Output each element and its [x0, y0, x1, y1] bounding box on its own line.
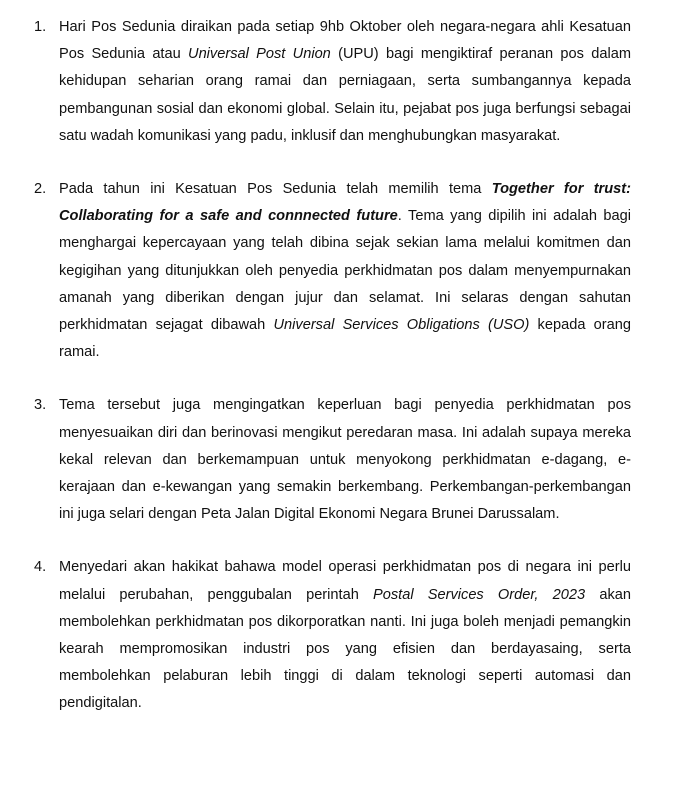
text-segment: akan membolehkan perkhidmatan pos dikorporatkan nanti. Ini juga boleh menjadi pemangkin kearah mempromosikan industri pos yang efisien dan berdayasaing, serta membolehkan pelaburan lebih tinggi di dalam teknologi seperti automasi dan pendigitalan. [59, 586, 631, 712]
list-number: 2. [34, 181, 47, 198]
list-number: 3. [34, 397, 47, 414]
italic-term: Postal Services Order, 2023 [373, 586, 586, 603]
text-segment: Pada tahun ini Kesatuan Pos Sedunia telah memilih tema [59, 181, 492, 198]
list-number: 1. [34, 19, 47, 35]
text-segment: (UPU) bagi mengiktiraf peranan pos dalam kehidupan seharian orang ramai dan perniagaan, serta sumbangannya kepada pembangunan sosial dan ekonomi global. Selain itu, pejabat pos juga berfungsi sebagai satu wadah komunikasi yang padu, inklusif dan menghubungkan masyarakat. [59, 46, 631, 144]
text-segment: Tema tersebut juga mengingatkan keperluan bagi penyedia perkhidmatan pos menyesuaikan diri dan berinovasi mengikut peredaran masa. Ini adalah supaya mereka kekal relevan dan berkemampuan untuk menyokong perkhidmatan e-dagang, e-kerajaan dan e-kewangan yang semakin berkembang. Perkembangan-perkembangan ini juga selari dengan Peta Jalan Digital Ekonomi Negara Brunei Darussalam. [59, 397, 631, 523]
paragraph-text [59, 176, 631, 366]
italic-term: Universal Services Obligations (USO) [273, 317, 530, 334]
list-item-2 [34, 176, 631, 366]
italic-term: Universal Post Union [188, 46, 331, 63]
paragraph-text [59, 14, 631, 150]
text-segment: kepada orang ramai. [59, 317, 631, 361]
paragraph-text [59, 392, 631, 528]
text-segment: . Tema yang dipilih ini adalah bagi menghargai kepercayaan yang telah dibina sejak sekian lama melalui komitmen dan kegigihan yang ditunjukkan oleh penyedia perkhidmatan pos dalam menyempurnakan amanah yang diberikan dengan jujur dan selamat. Ini selaras dengan sahutan perkhidmatan sejagat dibawah [59, 208, 631, 334]
list-item-1 [34, 14, 631, 150]
list-item-4 [34, 554, 631, 717]
theme-title: Together for trust: Collaborating for a safe and connnected future [59, 181, 631, 225]
text-segment: Hari Pos Sedunia diraikan pada setiap 9hb Oktober oleh negara-negara ahli Kesatuan Pos Sedunia atau [59, 19, 631, 63]
list-item-3 [34, 392, 631, 528]
list-number: 4. [34, 559, 47, 576]
paragraph-text [59, 554, 631, 717]
text-segment: Menyedari akan hakikat bahawa model operasi perkhidmatan pos di negara ini perlu melalui perubahan, penggubalan perintah [59, 559, 631, 603]
